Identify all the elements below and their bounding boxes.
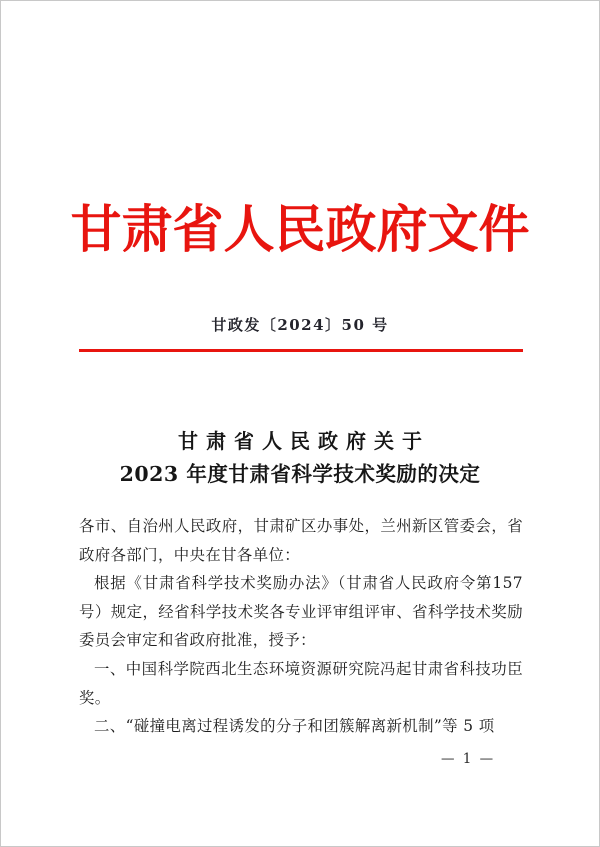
body-paragraph-item-1: 一、中国科学院西北生态环境资源研究院冯起甘肃省科技功臣奖。 (79, 659, 523, 707)
page-number: — 1 — (441, 751, 496, 767)
body-paragraph-item-2: 二、“碰撞电离过程诱发的分子和团簇解离新机制”等 5 项 (94, 717, 495, 736)
document-title (1, 425, 599, 491)
letterhead-title: 甘肃省人民政府文件 (70, 200, 530, 260)
red-separator-line (79, 349, 523, 352)
document-number: 甘政发〔2024〕50 号 (211, 316, 389, 334)
body-paragraph-salutation: 各市、自治州人民政府，甘肃矿区办事处，兰州新区管委会，省政府各部门，中央在甘各单位： (79, 517, 523, 564)
body-paragraph-basis: 根据《甘肃省科学技术奖励办法》（甘肃省人民政府令第157 号）规定，经省科学技术奖各专业评审组评审、省科学技术奖励委员会审定和省政府批准，授予： (79, 574, 523, 650)
document-title-line1: 甘肃省人民政府关于 (178, 429, 430, 453)
document-body (79, 512, 523, 741)
document-title-line2: 2023 年度甘肃省科学技术奖励的决定 (119, 462, 481, 486)
